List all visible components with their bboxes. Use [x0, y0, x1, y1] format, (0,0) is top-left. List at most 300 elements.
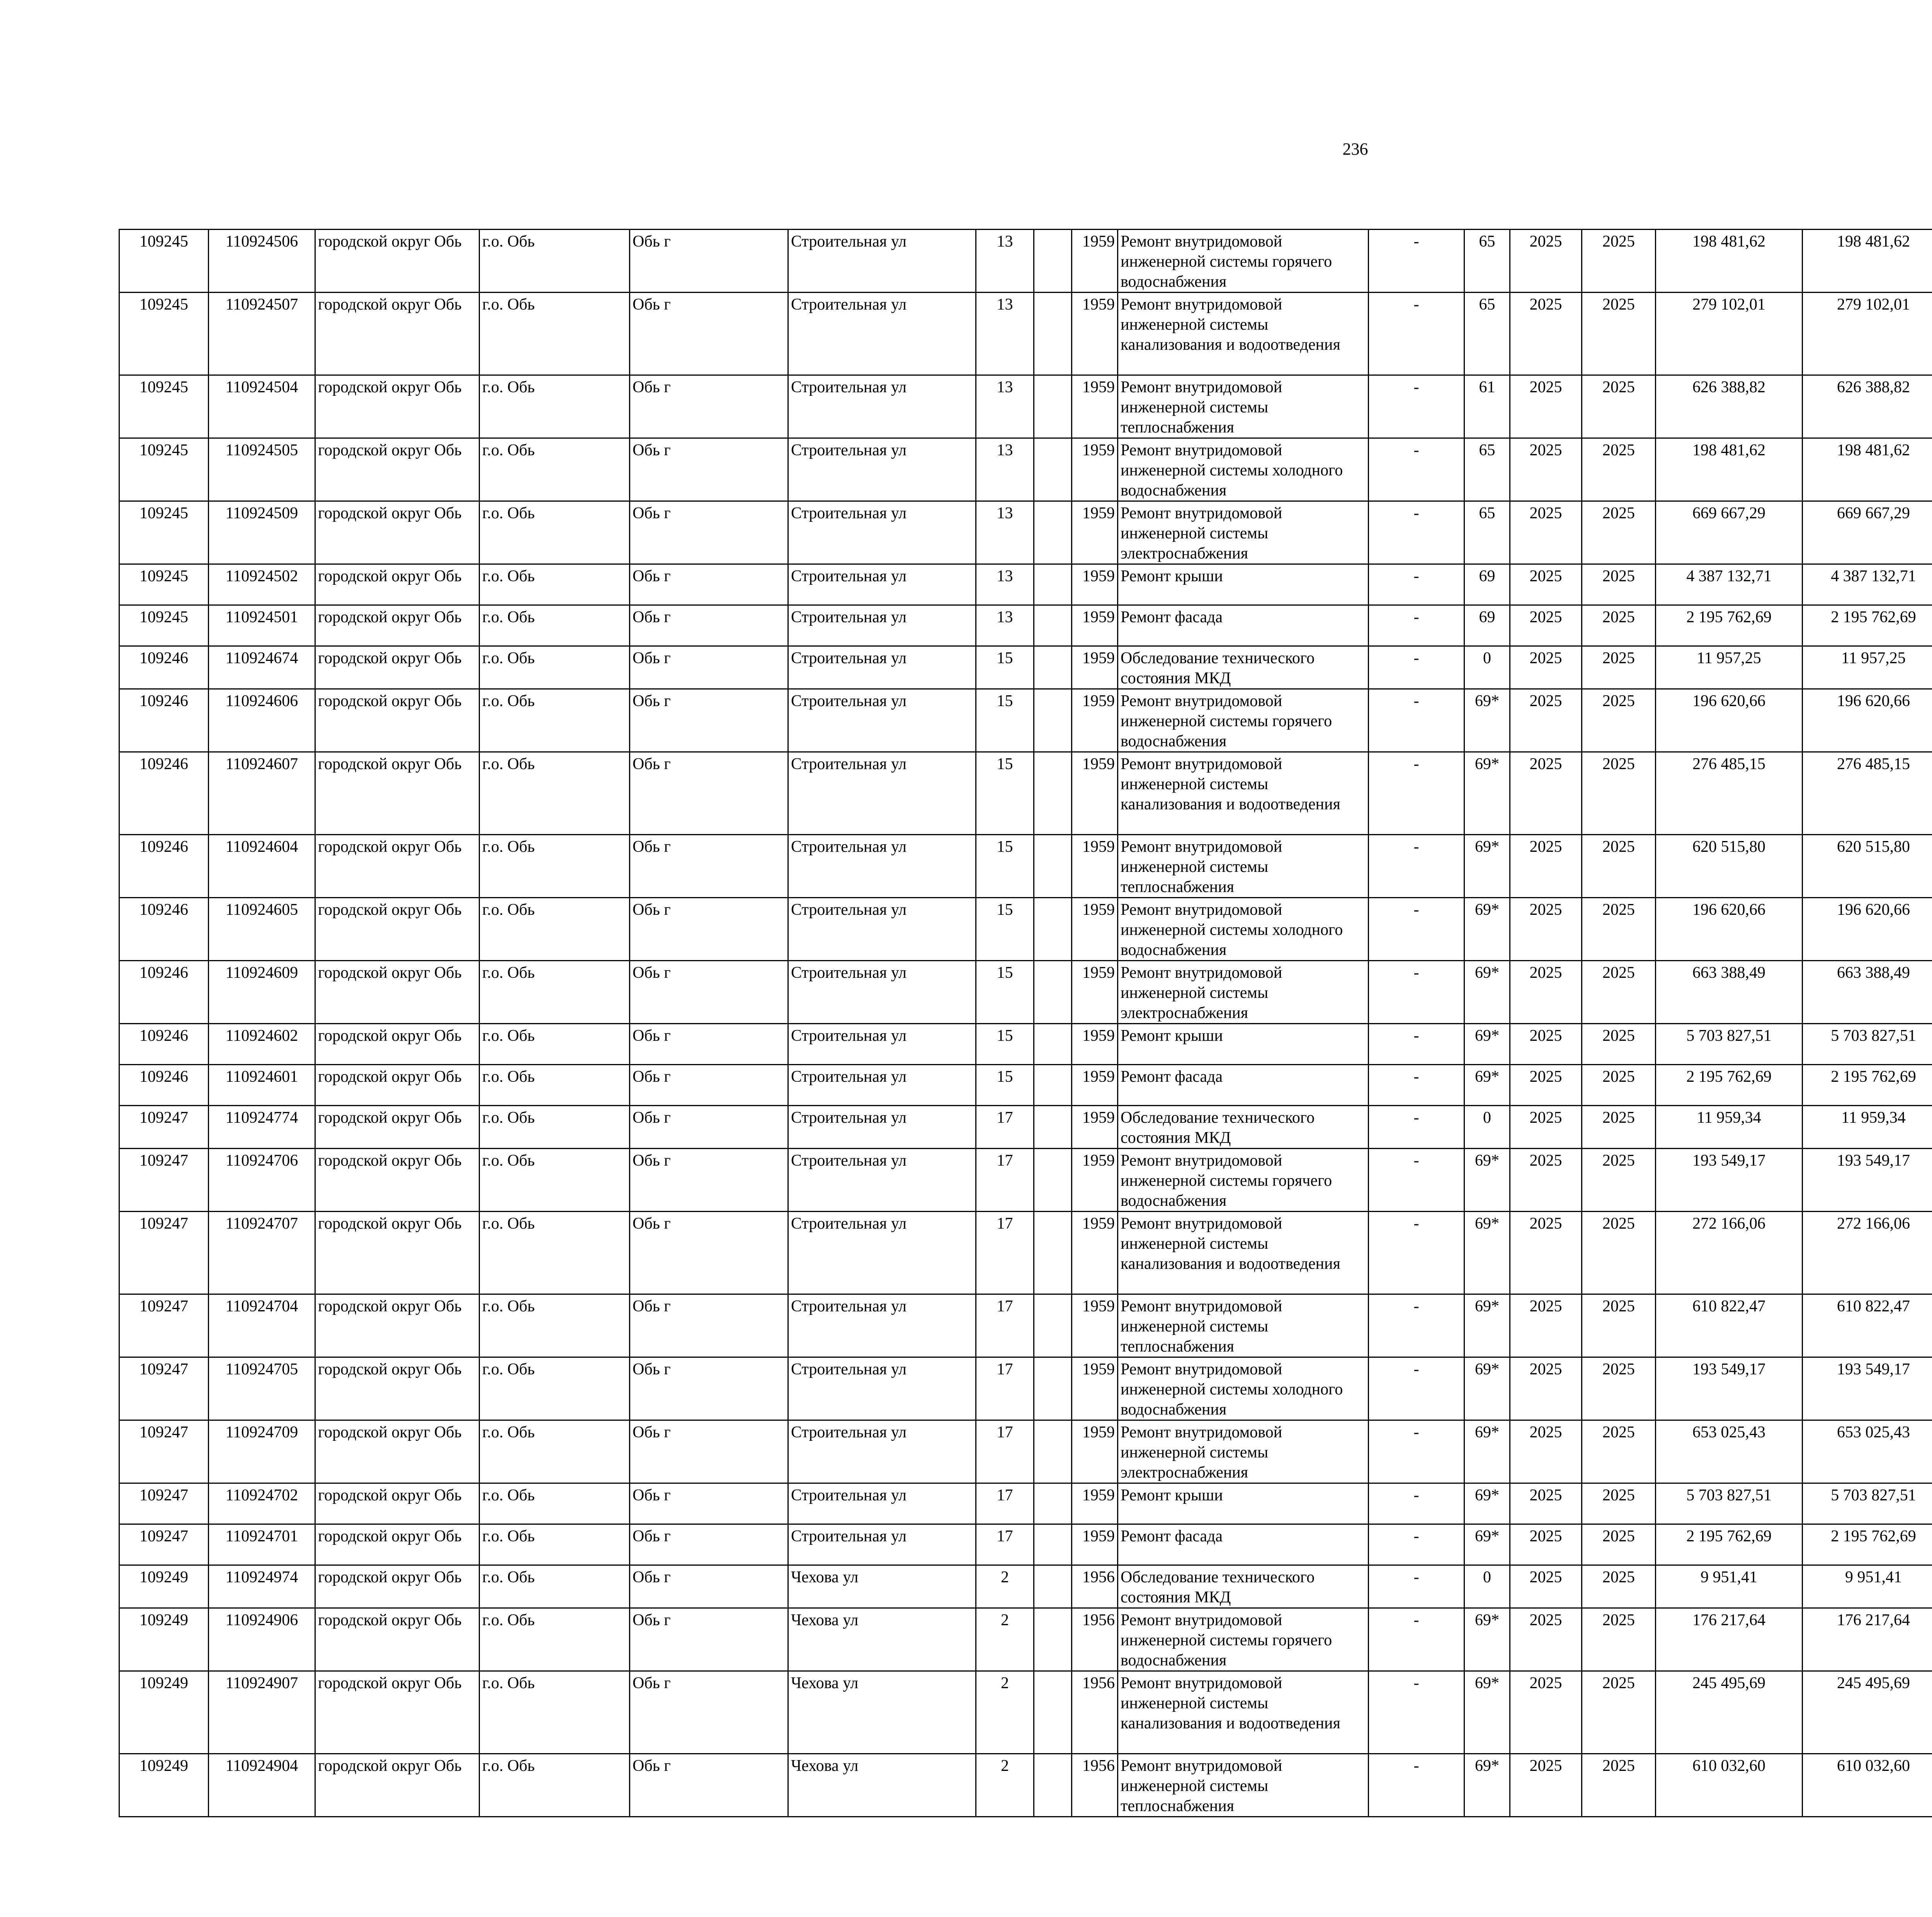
cell-wear: 65	[1464, 501, 1510, 564]
cell-code: 110924709	[209, 1420, 315, 1483]
cell-house: 17	[976, 1149, 1034, 1212]
cell-year: 1959	[1072, 961, 1118, 1024]
cell-total-cost: 4 387 132,71	[1656, 564, 1803, 605]
cell-fund-cost: 653 025,43	[1803, 1420, 1932, 1483]
cell-wear: 69*	[1464, 898, 1510, 961]
cell-year-from: 2025	[1510, 646, 1582, 689]
cell-building	[1034, 1065, 1072, 1106]
cell-dash: -	[1369, 1483, 1464, 1524]
cell-house: 17	[976, 1357, 1034, 1420]
cell-wear: 69*	[1464, 1212, 1510, 1294]
cell-year-from: 2025	[1510, 1608, 1582, 1671]
cell-year-to: 2025	[1582, 293, 1656, 375]
cell-street: Строительная ул	[788, 1420, 976, 1483]
cell-house: 2	[976, 1754, 1034, 1817]
cell-id: 109249	[119, 1754, 209, 1817]
cell-year: 1959	[1072, 1294, 1118, 1357]
cell-total-cost: 193 549,17	[1656, 1357, 1803, 1420]
cell-municipality: г.о. Обь	[480, 1212, 630, 1294]
cell-code: 110924509	[209, 501, 315, 564]
cell-id: 109246	[119, 835, 209, 898]
cell-total-cost: 626 388,82	[1656, 375, 1803, 438]
cell-wear: 69*	[1464, 752, 1510, 835]
cell-wear: 69*	[1464, 1671, 1510, 1754]
cell-district: городской округ Обь	[315, 1754, 480, 1817]
cell-house: 17	[976, 1483, 1034, 1524]
cell-district: городской округ Обь	[315, 1524, 480, 1565]
cell-dash: -	[1369, 898, 1464, 961]
cell-id: 109245	[119, 230, 209, 293]
cell-id: 109247	[119, 1420, 209, 1483]
cell-wear: 69*	[1464, 1608, 1510, 1671]
cell-house: 15	[976, 898, 1034, 961]
cell-year-to: 2025	[1582, 438, 1656, 501]
cell-locality: Обь г	[630, 752, 788, 835]
cell-street: Строительная ул	[788, 1024, 976, 1065]
cell-year-from: 2025	[1510, 230, 1582, 293]
cell-year-from: 2025	[1510, 1565, 1582, 1608]
cell-year-from: 2025	[1510, 689, 1582, 752]
cell-wear: 69*	[1464, 1483, 1510, 1524]
cell-work-type: Ремонт внутридомовой инженерной системы электроснабжения	[1118, 1420, 1369, 1483]
table-row	[119, 1212, 1932, 1294]
table-row	[119, 438, 1932, 501]
table-row	[119, 1754, 1932, 1817]
cell-building	[1034, 375, 1072, 438]
cell-dash: -	[1369, 1357, 1464, 1420]
cell-id: 109247	[119, 1357, 209, 1420]
cell-locality: Обь г	[630, 605, 788, 646]
cell-building	[1034, 646, 1072, 689]
cell-locality: Обь г	[630, 564, 788, 605]
cell-wear: 69*	[1464, 1420, 1510, 1483]
cell-fund-cost: 4 387 132,71	[1803, 564, 1932, 605]
cell-fund-cost: 663 388,49	[1803, 961, 1932, 1024]
cell-id: 109249	[119, 1608, 209, 1671]
cell-code: 110924502	[209, 564, 315, 605]
cell-building	[1034, 752, 1072, 835]
cell-code: 110924702	[209, 1483, 315, 1524]
cell-municipality: г.о. Обь	[480, 1149, 630, 1212]
cell-code: 110924774	[209, 1106, 315, 1149]
cell-district: городской округ Обь	[315, 898, 480, 961]
cell-work-type: Ремонт крыши	[1118, 564, 1369, 605]
cell-id: 109246	[119, 752, 209, 835]
cell-code: 110924604	[209, 835, 315, 898]
cell-house: 15	[976, 646, 1034, 689]
cell-work-type: Ремонт фасада	[1118, 605, 1369, 646]
cell-year-to: 2025	[1582, 1483, 1656, 1524]
cell-house: 15	[976, 1024, 1034, 1065]
cell-wear: 69*	[1464, 1149, 1510, 1212]
cell-code: 110924602	[209, 1024, 315, 1065]
table-row	[119, 1671, 1932, 1754]
cell-fund-cost: 5 703 827,51	[1803, 1483, 1932, 1524]
cell-wear: 69	[1464, 564, 1510, 605]
table-row	[119, 1024, 1932, 1065]
table-row	[119, 605, 1932, 646]
cell-fund-cost: 610 822,47	[1803, 1294, 1932, 1357]
cell-year: 1959	[1072, 293, 1118, 375]
cell-dash: -	[1369, 689, 1464, 752]
cell-municipality: г.о. Обь	[480, 1294, 630, 1357]
table-body	[119, 230, 1932, 1817]
cell-work-type: Ремонт внутридомовой инженерной системы канализования и водоотведения	[1118, 1671, 1369, 1754]
cell-municipality: г.о. Обь	[480, 438, 630, 501]
cell-year: 1959	[1072, 1483, 1118, 1524]
table-row	[119, 1608, 1932, 1671]
cell-locality: Обь г	[630, 1524, 788, 1565]
table-row	[119, 752, 1932, 835]
cell-building	[1034, 1483, 1072, 1524]
cell-year: 1959	[1072, 501, 1118, 564]
cell-total-cost: 610 822,47	[1656, 1294, 1803, 1357]
cell-work-type: Ремонт внутридомовой инженерной системы теплоснабжения	[1118, 1294, 1369, 1357]
cell-work-type: Ремонт внутридомовой инженерной системы электроснабжения	[1118, 501, 1369, 564]
cell-code: 110924904	[209, 1754, 315, 1817]
cell-street: Строительная ул	[788, 375, 976, 438]
cell-street: Чехова ул	[788, 1608, 976, 1671]
cell-locality: Обь г	[630, 1483, 788, 1524]
cell-wear: 69*	[1464, 1065, 1510, 1106]
cell-total-cost: 5 703 827,51	[1656, 1483, 1803, 1524]
cell-code: 110924706	[209, 1149, 315, 1212]
cell-locality: Обь г	[630, 1106, 788, 1149]
cell-year-to: 2025	[1582, 1608, 1656, 1671]
cell-street: Строительная ул	[788, 646, 976, 689]
cell-year-from: 2025	[1510, 1357, 1582, 1420]
cell-house: 13	[976, 375, 1034, 438]
cell-district: городской округ Обь	[315, 1065, 480, 1106]
cell-dash: -	[1369, 752, 1464, 835]
table-row	[119, 835, 1932, 898]
cell-fund-cost: 196 620,66	[1803, 689, 1932, 752]
cell-year: 1959	[1072, 689, 1118, 752]
cell-building	[1034, 1524, 1072, 1565]
cell-municipality: г.о. Обь	[480, 230, 630, 293]
cell-municipality: г.о. Обь	[480, 1065, 630, 1106]
cell-municipality: г.о. Обь	[480, 898, 630, 961]
cell-code: 110924601	[209, 1065, 315, 1106]
cell-building	[1034, 1608, 1072, 1671]
cell-year-from: 2025	[1510, 1483, 1582, 1524]
cell-work-type: Ремонт крыши	[1118, 1483, 1369, 1524]
cell-house: 13	[976, 564, 1034, 605]
cell-dash: -	[1369, 1420, 1464, 1483]
cell-year-to: 2025	[1582, 689, 1656, 752]
cell-district: городской округ Обь	[315, 605, 480, 646]
cell-year-from: 2025	[1510, 438, 1582, 501]
cell-municipality: г.о. Обь	[480, 605, 630, 646]
cell-wear: 69	[1464, 605, 1510, 646]
cell-locality: Обь г	[630, 1754, 788, 1817]
cell-wear: 65	[1464, 230, 1510, 293]
cell-building	[1034, 1294, 1072, 1357]
cell-total-cost: 620 515,80	[1656, 835, 1803, 898]
cell-wear: 65	[1464, 293, 1510, 375]
cell-total-cost: 193 549,17	[1656, 1149, 1803, 1212]
cell-locality: Обь г	[630, 961, 788, 1024]
table-row	[119, 501, 1932, 564]
cell-year-from: 2025	[1510, 752, 1582, 835]
cell-work-type: Ремонт внутридомовой инженерной системы электроснабжения	[1118, 961, 1369, 1024]
cell-dash: -	[1369, 1565, 1464, 1608]
cell-municipality: г.о. Обь	[480, 1024, 630, 1065]
cell-district: городской округ Обь	[315, 689, 480, 752]
cell-municipality: г.о. Обь	[480, 1524, 630, 1565]
cell-building	[1034, 293, 1072, 375]
cell-district: городской округ Обь	[315, 961, 480, 1024]
cell-total-cost: 196 620,66	[1656, 689, 1803, 752]
cell-year: 1959	[1072, 230, 1118, 293]
cell-building	[1034, 1212, 1072, 1294]
cell-district: городской округ Обь	[315, 1671, 480, 1754]
cell-year-from: 2025	[1510, 501, 1582, 564]
cell-street: Строительная ул	[788, 501, 976, 564]
table-row	[119, 1420, 1932, 1483]
cell-year-to: 2025	[1582, 1671, 1656, 1754]
cell-fund-cost: 610 032,60	[1803, 1754, 1932, 1817]
cell-code: 110924605	[209, 898, 315, 961]
cell-locality: Обь г	[630, 1212, 788, 1294]
cell-street: Строительная ул	[788, 752, 976, 835]
table-row	[119, 564, 1932, 605]
cell-fund-cost: 198 481,62	[1803, 230, 1932, 293]
cell-id: 109245	[119, 564, 209, 605]
cell-street: Строительная ул	[788, 1212, 976, 1294]
cell-dash: -	[1369, 230, 1464, 293]
cell-building	[1034, 689, 1072, 752]
cell-street: Строительная ул	[788, 605, 976, 646]
cell-house: 17	[976, 1106, 1034, 1149]
table-row	[119, 1065, 1932, 1106]
cell-dash: -	[1369, 438, 1464, 501]
cell-year-to: 2025	[1582, 605, 1656, 646]
cell-municipality: г.о. Обь	[480, 1106, 630, 1149]
cell-total-cost: 279 102,01	[1656, 293, 1803, 375]
cell-building	[1034, 438, 1072, 501]
cell-year: 1956	[1072, 1671, 1118, 1754]
cell-year-to: 2025	[1582, 1106, 1656, 1149]
cell-house: 13	[976, 230, 1034, 293]
cell-locality: Обь г	[630, 1608, 788, 1671]
cell-street: Строительная ул	[788, 1106, 976, 1149]
cell-house: 2	[976, 1565, 1034, 1608]
cell-dash: -	[1369, 961, 1464, 1024]
cell-house: 13	[976, 293, 1034, 375]
cell-year-to: 2025	[1582, 1565, 1656, 1608]
cell-municipality: г.о. Обь	[480, 689, 630, 752]
cell-municipality: г.о. Обь	[480, 1357, 630, 1420]
table-row	[119, 1483, 1932, 1524]
cell-locality: Обь г	[630, 1420, 788, 1483]
cell-year-to: 2025	[1582, 1024, 1656, 1065]
cell-locality: Обь г	[630, 835, 788, 898]
cell-district: городской округ Обь	[315, 375, 480, 438]
cell-total-cost: 2 195 762,69	[1656, 605, 1803, 646]
cell-year-from: 2025	[1510, 1754, 1582, 1817]
cell-code: 110924974	[209, 1565, 315, 1608]
cell-dash: -	[1369, 1671, 1464, 1754]
cell-total-cost: 198 481,62	[1656, 230, 1803, 293]
cell-fund-cost: 176 217,64	[1803, 1608, 1932, 1671]
cell-year-to: 2025	[1582, 501, 1656, 564]
cell-wear: 69*	[1464, 1294, 1510, 1357]
cell-locality: Обь г	[630, 438, 788, 501]
cell-year: 1959	[1072, 1357, 1118, 1420]
cell-code: 110924707	[209, 1212, 315, 1294]
cell-municipality: г.о. Обь	[480, 1483, 630, 1524]
cell-fund-cost: 276 485,15	[1803, 752, 1932, 835]
cell-year: 1959	[1072, 835, 1118, 898]
cell-code: 110924507	[209, 293, 315, 375]
cell-code: 110924906	[209, 1608, 315, 1671]
cell-year-to: 2025	[1582, 1420, 1656, 1483]
cell-id: 109245	[119, 501, 209, 564]
cell-year-from: 2025	[1510, 898, 1582, 961]
cell-year-from: 2025	[1510, 961, 1582, 1024]
table-row	[119, 1294, 1932, 1357]
cell-district: городской округ Обь	[315, 1149, 480, 1212]
cell-house: 13	[976, 438, 1034, 501]
cell-work-type: Обследование технического состояния МКД	[1118, 646, 1369, 689]
cell-street: Строительная ул	[788, 1149, 976, 1212]
cell-dash: -	[1369, 1065, 1464, 1106]
cell-district: городской округ Обь	[315, 1483, 480, 1524]
cell-id: 109246	[119, 689, 209, 752]
cell-municipality: г.о. Обь	[480, 1671, 630, 1754]
cell-locality: Обь г	[630, 646, 788, 689]
cell-building	[1034, 1357, 1072, 1420]
cell-code: 110924609	[209, 961, 315, 1024]
cell-year-to: 2025	[1582, 646, 1656, 689]
cell-dash: -	[1369, 1106, 1464, 1149]
cell-dash: -	[1369, 1608, 1464, 1671]
cell-building	[1034, 835, 1072, 898]
cell-fund-cost: 9 951,41	[1803, 1565, 1932, 1608]
cell-building	[1034, 1565, 1072, 1608]
cell-year-from: 2025	[1510, 1420, 1582, 1483]
cell-district: городской округ Обь	[315, 1357, 480, 1420]
cell-street: Строительная ул	[788, 1294, 976, 1357]
cell-house: 17	[976, 1524, 1034, 1565]
cell-wear: 69*	[1464, 835, 1510, 898]
cell-building	[1034, 1671, 1072, 1754]
cell-code: 110924606	[209, 689, 315, 752]
cell-year-from: 2025	[1510, 1671, 1582, 1754]
cell-locality: Обь г	[630, 1294, 788, 1357]
cell-total-cost: 276 485,15	[1656, 752, 1803, 835]
cell-house: 15	[976, 961, 1034, 1024]
cell-municipality: г.о. Обь	[480, 1420, 630, 1483]
cell-fund-cost: 198 481,62	[1803, 438, 1932, 501]
cell-year-to: 2025	[1582, 835, 1656, 898]
cell-code: 110924501	[209, 605, 315, 646]
cell-year: 1959	[1072, 898, 1118, 961]
cell-municipality: г.о. Обь	[480, 1608, 630, 1671]
cell-dash: -	[1369, 646, 1464, 689]
cell-work-type: Ремонт внутридомовой инженерной системы канализования и водоотведения	[1118, 293, 1369, 375]
cell-wear: 61	[1464, 375, 1510, 438]
cell-id: 109246	[119, 1065, 209, 1106]
cell-district: городской округ Обь	[315, 646, 480, 689]
cell-year-from: 2025	[1510, 1024, 1582, 1065]
cell-locality: Обь г	[630, 501, 788, 564]
cell-total-cost: 610 032,60	[1656, 1754, 1803, 1817]
table-row	[119, 230, 1932, 293]
cell-year: 1956	[1072, 1565, 1118, 1608]
cell-district: городской округ Обь	[315, 1420, 480, 1483]
cell-fund-cost: 5 703 827,51	[1803, 1024, 1932, 1065]
cell-house: 2	[976, 1671, 1034, 1754]
cell-id: 109245	[119, 293, 209, 375]
cell-code: 110924704	[209, 1294, 315, 1357]
cell-district: городской округ Обь	[315, 1565, 480, 1608]
cell-locality: Обь г	[630, 898, 788, 961]
cell-year-from: 2025	[1510, 1524, 1582, 1565]
cell-locality: Обь г	[630, 689, 788, 752]
cell-year-from: 2025	[1510, 1212, 1582, 1294]
cell-municipality: г.о. Обь	[480, 1754, 630, 1817]
cell-fund-cost: 2 195 762,69	[1803, 1065, 1932, 1106]
cell-dash: -	[1369, 293, 1464, 375]
cell-year-to: 2025	[1582, 230, 1656, 293]
table-row	[119, 1106, 1932, 1149]
cell-total-cost: 2 195 762,69	[1656, 1065, 1803, 1106]
cell-building	[1034, 605, 1072, 646]
cell-year-to: 2025	[1582, 375, 1656, 438]
cell-house: 15	[976, 835, 1034, 898]
cell-municipality: г.о. Обь	[480, 752, 630, 835]
cell-locality: Обь г	[630, 1565, 788, 1608]
cell-year-to: 2025	[1582, 961, 1656, 1024]
cell-year: 1959	[1072, 1065, 1118, 1106]
cell-street: Строительная ул	[788, 1524, 976, 1565]
cell-wear: 69*	[1464, 689, 1510, 752]
cell-year-from: 2025	[1510, 605, 1582, 646]
cell-work-type: Ремонт фасада	[1118, 1524, 1369, 1565]
cell-dash: -	[1369, 1149, 1464, 1212]
cell-year: 1959	[1072, 1524, 1118, 1565]
cell-street: Чехова ул	[788, 1565, 976, 1608]
cell-year-to: 2025	[1582, 564, 1656, 605]
cell-building	[1034, 1106, 1072, 1149]
cell-year: 1959	[1072, 1212, 1118, 1294]
cell-total-cost: 653 025,43	[1656, 1420, 1803, 1483]
cell-building	[1034, 961, 1072, 1024]
cell-street: Строительная ул	[788, 898, 976, 961]
cell-work-type: Ремонт внутридомовой инженерной системы канализования и водоотведения	[1118, 752, 1369, 835]
cell-district: городской округ Обь	[315, 1106, 480, 1149]
cell-municipality: г.о. Обь	[480, 375, 630, 438]
cell-dash: -	[1369, 375, 1464, 438]
cell-work-type: Ремонт внутридомовой инженерной системы горячего водоснабжения	[1118, 1608, 1369, 1671]
cell-total-cost: 198 481,62	[1656, 438, 1803, 501]
cell-year-to: 2025	[1582, 1212, 1656, 1294]
cell-house: 17	[976, 1420, 1034, 1483]
cell-year: 1959	[1072, 1106, 1118, 1149]
cell-dash: -	[1369, 1524, 1464, 1565]
cell-year: 1956	[1072, 1754, 1118, 1817]
table-row	[119, 961, 1932, 1024]
cell-code: 110924674	[209, 646, 315, 689]
cell-id: 109246	[119, 1024, 209, 1065]
cell-street: Строительная ул	[788, 564, 976, 605]
cell-municipality: г.о. Обь	[480, 646, 630, 689]
cell-year-to: 2025	[1582, 898, 1656, 961]
cell-wear: 69*	[1464, 961, 1510, 1024]
cell-fund-cost: 11 957,25	[1803, 646, 1932, 689]
